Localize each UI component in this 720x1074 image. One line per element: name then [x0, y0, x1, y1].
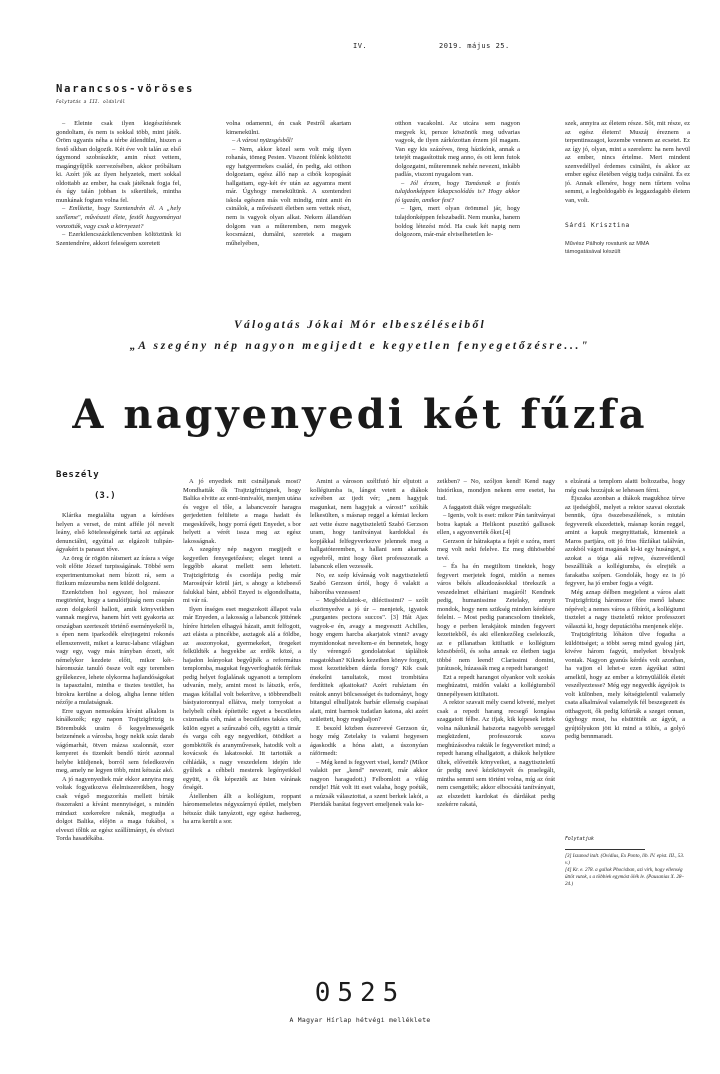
part-number: (3.)	[94, 491, 116, 501]
story-column-5	[565, 478, 685, 830]
paragraph: A jó enyediek mit csináljanak most? Mondhatták ők Trajtzigfritzignek, hogy Balika elvitte az enni-innivalót, menjen utána és vegye el tőle, a labancvezér haragra gerjedetten felültete a maga hadait és megeskűvék, hogy porrá égeti Enyedet, s bor helyett a vérét issza meg az egész lakosságnak.	[183, 478, 301, 545]
article-column-3	[395, 120, 520, 280]
footnote: [3] Iszanod italt. (Ovidius, Ex Ponto, lib. IV. epist. III., 53. v.)	[565, 853, 685, 866]
paragraph: Az öreg úr rögtön ráismert az írásra s vége volt előtte József turpisságának. Többé sem experimentumokat nem bízott rá, sem a fizikum múzeumba nem küldé dolgozni.	[56, 554, 174, 587]
paragraph: Trajtzigfritzig lóháton ülve fogadta a küldöttséget; a többi sereg mind gyalog járt, kivéve három fagyút, melyeket bivalyok vontak. Nagyon gyanús kérdés volt azonban, ha vajjon el lehet-e ezen ágyúkat sütni amelkül, hogy az ember a környülállók életét veszélyeztesse? Még egy negyedik ágyújok is volt különben, mely kétségtelenül valamely csata alkalmával valamelyik fél beszegezett és otthagyott, ők pedig kifúrták a szeget onnan, úgyhogy most, ha elsütötték az ágyút, a gyújtólyukon jött ki mind a töltés, a golyó pedig bennmaradt.	[565, 631, 685, 740]
continuation-note: Folytatás a III. oldalról	[56, 100, 126, 105]
paragraph: E beszéd közben észrevevé Gerzson úr, hogy még Zetelaky is valami hegyesen ágaskodik a hóna alatt, a úszonyúan ráförmedt:	[310, 724, 428, 757]
paragraph: Ezenközben hol egyszer, hol másszor megtörtént, hogy a tanulóifjúság nem csupán azon dolgokról hallott, amik könyveikben vannak megírva, hanem hírt vett gyakorta az országban szerteszét történő eseményekről is, s épen nem iparkodék elrejtegetni rokonés ellenszenveit, miket a kuruc-labanc világban vagy egy, vagy más irányban érzett, sőt némelykor kezdete előtt, mikor két–háromszáz tanuló össze volt egy teremben gyűlekezve, lehete olykorma hajlandóságokat is tapasztalni, mintha e tisztes testület, ha birokra kerülne a dolog, aligha lenne tétlen nézője a mulatságnak.	[56, 588, 174, 706]
series-kicker: Válogatás Jókai Mór elbeszéléseiből	[233, 319, 487, 331]
article-column-4	[565, 120, 690, 215]
pull-quote: „A szegény nép nagyon megijedt e kegyetlen fenyegetőzésre..."	[129, 340, 591, 352]
article-column-1	[56, 120, 181, 280]
paragraph: Még aznap délben megjelent a város alatt Trajtzigfritzig háromezer főre menő labanc népével; a nemes város a főbírót, a kollégiumi tisztelet a nagy tiszteletű rektor professzort választá ki, hogy deputációba menjenek eléje.	[565, 588, 685, 630]
paragraph: Átellenben állt a kollégium, roppant háromemeletes négyszárnyú épület, melyben hétszáz diák tanyázott, egy egész hadsereg, ha arra került a sor.	[183, 792, 301, 825]
paragraph: – A városi nyüzsgésből!	[232, 137, 293, 145]
supplement-line: A Magyar Hírlap hétvégi melléklete	[289, 1016, 431, 1024]
story-column-1	[56, 512, 174, 940]
genre-label: Beszély	[56, 470, 100, 480]
story-column-2	[183, 478, 301, 940]
paragraph: – Nem, akkor közel sem volt még ilyen rohanás, tömeg Pesten. Viszont fölénk költözött egy hatgyermekes család, én pedig, aki otthon dolgoztam, egész álló nap a cibók kopogását hallgattam, egy-két év után az agyamra ment már. Úgyhogy menekültünk. A szentendrei iskola egészen más volt mindig, mint amit én csinálok, a művészeti életben sem vettek részt, nem is vagyok olyan alkat. Nekem állandóan dolgom van a műteremben, nem megyek kocsmázni, dumálni, szeretek a magam műhelyében,	[226, 145, 351, 247]
story-column-3	[310, 478, 428, 940]
paragraph: Ezt a repedt harangot olyankor volt szokás meghúzatni, midőn valaki a kollégiumból ünnepélyesen kitiltatott.	[437, 673, 555, 698]
author-signature: Sárdi Krisztina	[565, 222, 630, 229]
paragraph: – Említette, hogy Szentendrén él. A „hely szelleme", művészeti élete, festői hagyományai vonzották, vagy csak a környezet?	[56, 205, 181, 230]
article-column-2	[226, 120, 351, 280]
paragraph: szek, annyira az életem része. Sőt, mit része, ez az egész életem! Muszáj éreznem a terpentinszagot, kezembe vennem az ecsetet. Ez az így jó, olyan, mint a szerelem: ha nem hevül az ember, nincs értelme. Mert mindent szenvedéllyel érdemes csinálni, és akkor az ember egész életében végig tudja csinálni. És ez jó. Annak ellenére, hogy nem tűrtem volna semmi, a legboldogabb és leggazdagabb életem van, volt.	[565, 120, 690, 204]
paragraph: Erre ugyan nemsokára kívánt alkalom is kínálkozék; egy napon Trajtzigfritzig is Börembukk uraim ő kegyelmességeik beizenének a városba, hogy nekik száz darab vágómarhát, ötven mázsa szalonnát, ezer kenyeret és tizenkét bendő túrót azonnal helybe küldjenek, borról sem feledkezvén meg, amely ne legyen több, mint kétszáz akó.	[56, 707, 174, 774]
paragraph: A faggatott diák végre megszólalt:	[443, 503, 532, 511]
paragraph: otthon vacakolni. Az utcára sem nagyon megyek ki, persze köszönök meg udvarias vagyok, de ilyen zárkózottan érzem jól magam. Van egy kis százéves, öreg házikónk, annak a tetejét magasítottuk meg anno, és ott lenn futok dolgozgatni, műteremnek nehéz nevezni, inkább padlás, viszont nyugalom van.	[395, 120, 520, 179]
paragraph: volna odamenni, én csak Pestről akartam kimenekülni.	[226, 120, 351, 136]
paragraph: – Ezerkilencszázkilencvenben költöztünk ki Szentendrére, akkori feleségem szeretett	[56, 231, 181, 247]
story-column-4	[437, 478, 555, 940]
paragraph: – Még kend is fegyvert visel, kend? (Mikor valakit per „kend" nevezett, már akkor nagyon haragudott.) Felbomlott a világ rendje! Hát volt itt eset valaha, hogy poéták, a múzsák választottai, a szent berkek lakói, a Pieridák barátai fegyvert emeljenek vala ke-	[310, 758, 428, 808]
paragraph: Gerzson úr hátrakapta a fejét e szóra, mert meg volt neki felelve. Ez meg dühösebbé tevé.	[437, 537, 555, 562]
paragraph: Amint a városon széltfutó hír eljutott a kollégiumba is, lángot vetett a diákok szívében az ijedt vér; „nem hagyjuk magunkat, nem hagyjuk a várost!" szólták lelkesülten, s másnap reggel a kémiai lecken azt vette észre nagytiszteletű Szabó Gerzson uram, hogy tanítványai kardokkal és kopjákkal felfegyverkezve jelennek meg a hallgatóteremben, s hallani sem akarnak egyebről, mint hogy őket professzoraik a labancok ellen vezessék.	[310, 478, 428, 570]
paragraph: – És ha én megtiltom tinektek, hogy fegyvert merjetek fogni, midőn a nemes város békés alkudozásokkal törekszik a veszedelmet elhárítani magáról! Kendnek pedig, humanissime Zetelaky, annyit mondok, hogy nem szükség minden kérdésre felelni. – Most pedig parancsolom tinektek, hogy e perben lerakjátok minden fegyvert kezeitekből, és aki ellenkezőleg cselekszik, az e pillanatban kitiltatik e kollégium közsöbéről, és soha annak ez életben tagja többé nem leend! Clarissimi domini, jurátusok, húzassák meg a repedt harangot!	[437, 563, 555, 672]
footnotes	[565, 853, 685, 888]
paragraph: A rektor szavait mély csend követé, melyet csak a repedt harang recsegő kongása szaggatott félbe. Az ifjak, kik képesek lettek volna nálunknál hatszorta nagyobb sereggel megküzdeni, professzoruk szava meghúzásodva rakták le fegyvereiket mind; a repedt harang elhallgatott, a diákok helyükre ültek, elővették könyveiket, a nagytiszteletű úr pedig nevé kézikönyvét és praelegált, mintha semmi sem történt volna, míg az órát nem csengették; akkor elbocsátá tanítványait, az elszedett kardokat és dárdákat pedig szekérre rakatá,	[437, 699, 555, 808]
paragraph: Éjszaka azonban a diákok magukhoz térve az ijedségből, melyet a rektor szavai okoztak bennük, újra összebeszélének, s miután fegyvereik elszedettek, másnap korán reggel, amint a kapuk megnyittattak, kimentek a Maros partjára, ott jó friss fűzfákat találván, azokból vágott magának ki-ki egy husángot, s azokat a tóga alá rejtve, észrevétlenül beszállíták a kollégiumba, és elrejték a farakatba szépen. Gondolák, hogy ez is jó fegyver, ha jó ember fogja a végit.	[565, 495, 685, 587]
paragraph: No, ez szép kívánság volt nagytiszteletű Szabó Gerzson úrtól, hogy ő valakit a háborúba vezessen!	[310, 571, 428, 596]
issue-date: 2019. május 25.	[439, 42, 510, 50]
to-be-continued: Folytatjuk	[565, 837, 594, 842]
paragraph: Ilyen ínséges eset megszokott állapot vala már Enyeden, a lakosság a labancok jöttének hírére hirtelen elhagyá házait, amit felfogott, azt elásta a pincékbe, asztagok alá a földbe, az asszonyokat, gyermekeket, öregeket felküldték a hegyekbe az erdők közé, a hajadon leányokat begyűjték a református templomba, magukat fegyverfoghatók férfiak pedig helyet foglalának ugyanott a templom udvarán, mely, amint most is látszik, erős, magas kőfallal volt bekerítve, s többrendbeli bástyatoronnyal ellátva, mely tornyokat a helybeli céhek építették: egyet a becsületes csizmadia céh, mást a becsületes takács céh, külön egyet a szűrszabó céh, együtt a timár és varga céh egy negyediket, ötödiket a gombkötők és aranyművesek, hatodik volt a kovácsok és lakatosoké. Itt tartották a céhládák, s nagy veszedelem idején ide gyűltek a céhbeli mesterek legényeikkel együtt, s ők képezték az Isten várának őrségét.	[183, 605, 301, 791]
footnote: [4] Kr. e. 278. a gallok Phocisban, azi virk, hogy ellenség üttöt vutok, s a többiek egymást ölék le. (Pausanias X. 28–24.)	[565, 867, 684, 887]
paragraph: – Eleinte csak ilyen kiegészítésnek gondoltam, és nem is sokkal több, mint játék. Öröm ugyanis néha a térbe átlendülni, hiszen a festő síkban dolgozik. Két éve volt talán az első úgymond szobrászkör, amin részt vettem, magángyűjtők szervezésében, akkor próbáltam ki. Azért jók az ilyen helyzetek, mert sokkal oldottabb az ember, ha csak játéknak fogja fel, és úgy talán jobban is sikerültek, mintha munkának fogtam volna fel.	[56, 120, 181, 204]
article-title: Narancsos-vöröses	[56, 83, 195, 95]
paragraph: Klárika megtalálta ugyan a kérdéses helyen a verset, de mint afféle jól nevelt leány, első kötelességének tartá az apjának denunciálni, egyúttal az elgázolt tulipán-ágyakért is panaszt tőve.	[56, 512, 174, 553]
page-code: 0525	[314, 978, 406, 1008]
paragraph: A jó nagyenyediek már ekkor annyira meg voltak fogyatkozva élelmiszereikben, hogy csak végső megszorítás mellett bírták összerakni a kívánt mennyiséget, s mindén mindazt szekerekre raknák, megtudja a dolgot Balika, előjön a maga fukábol, s elveszi tőlük az egész szállítmányt, és elviszi Torda hasadékába.	[56, 775, 174, 842]
paragraph: – Igenis, volt is eset: mikor Pán tanítványai botra kaptak a Helikont pusztító gallusok ellen, s agyonverték őket.[4]	[437, 512, 555, 536]
paragraph: – Megbódulatok-e, diléctissimi? – szólt elszörnyedve a jó úr – menjetek, igyatok „purgantes pectora succos". [3] Hát Ajax vagyok-e én, avagy a megvesztt Achilles, hogy engem harcba akarjatok vinni? avagy mymidonokat neveltem-e én bennetek, hogy ily vérengző gondolatokat tápláltok magatokban? Kiknek kezeiben könyv forgott, most kezeitekben dárda forog? Kik csak énekelni tanultatok, most trombitára ferdítitek ajkaitokat? Azért ruháztam én reátok annyi bölcsességet és tudományt, hogy bitangul elhulljatok barbár ellenség csapásai alatt, mint barmok tudatlan katona, aki azért születtett, hogy meghaljon?	[310, 597, 428, 723]
main-headline: A nagyenyedi két fűzfa	[72, 391, 648, 438]
footnote-divider	[565, 849, 645, 850]
paragraph: s elzáratá a templom alatti boltozatba, hogy még csak hozzájuk se lehessen férni.	[565, 478, 685, 494]
paragraph: A szegény nép nagyon megijedt e kegyetlen fenyegetőzésre; eleget tenni a leggőbb akarat mellett sem lehetett. Trajtzigfritzig és csordája pedig már Marosújvár körül járt, s ahogy a közbeeső falukkal bánt, abból Enyed is elgondolhatta, mi vár rá.	[183, 546, 301, 604]
paragraph: – Jól érzem, hogy Tamásnak a festés tulajdonképpen kikapcsolódás is? Hogy akkor jó igazán, amikor fest?	[395, 179, 520, 204]
column-credit: Művész Pálhoły rovatunk az MMA támogatásával készült	[565, 241, 649, 255]
section-number: IV.	[353, 42, 368, 50]
paragraph: – Igen, mert olyan örömmel jár, hogy tulajdonképpen felszabadít. Nem munka, hanem boldog létezési mód. Ha csak két napig nem dolgozom, már-már elviselhetetlen le-	[395, 205, 520, 239]
paragraph: zeikben? – No, szóljon kend! Kend nagy histórikus, mondjon nekem erre esetet, ha tud.	[437, 478, 555, 502]
